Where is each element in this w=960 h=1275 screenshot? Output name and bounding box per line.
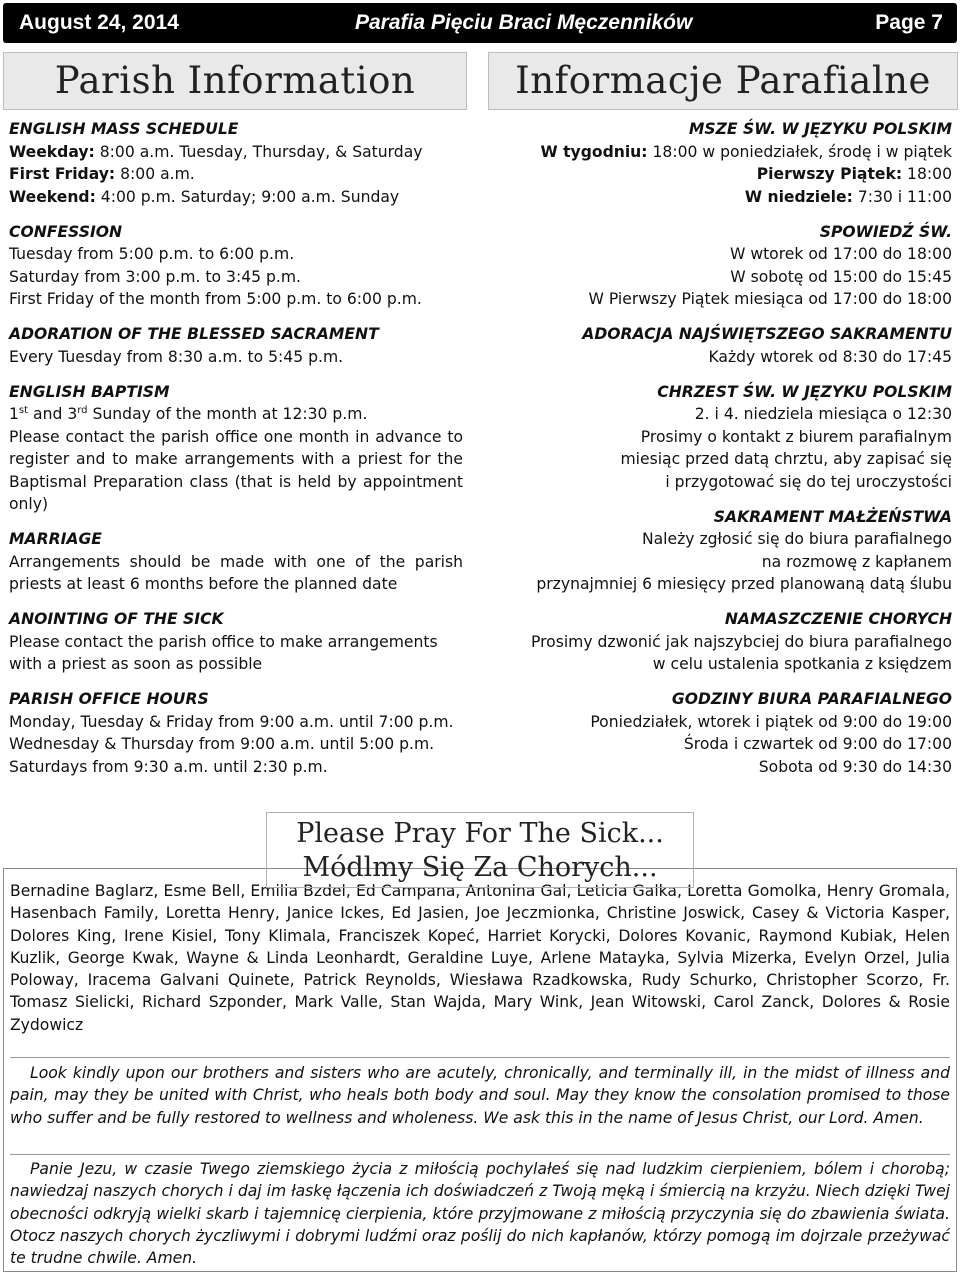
adoration-section — [9, 323, 463, 368]
parish-name: Parafia Pięciu Braci Męczenników — [355, 11, 693, 34]
pray-title-english: Please Pray For The Sick... — [296, 818, 664, 849]
prayer-polish: Panie Jezu, w czasie Twego ziemskiego życia z miłością pochylałeś się nad ludzkim cierpieniem, bólem i chorobą; nawiedzaj naszych chorych i daj im łaskę łączenia ich doświadczeń z Twoją męką i śmiercią na krzyżu. Niech dzięki Twej obecności odkryją wielki skarb i tajemnicę cierpienia, które przyjmowane z miłością przyczynia się do zbawienia świata. Otocz naszych chorych życzliwymi i dobrymi ludźmi oraz poślij do nich kapłanów, którzy pomogą im dojrzale przeżywać te trudne chwile. Amen. — [10, 1160, 950, 1268]
divider — [10, 1057, 950, 1058]
section-heading: MSZE ŚW. W JĘZYKU POLSKIM — [688, 120, 952, 138]
namaszczenie-line: Prosimy dzwonić jak najszybciej do biura parafialnego — [530, 632, 952, 651]
spowiedz-line: W Pierwszy Piątek miesiąca od 17:00 do 18:00 — [588, 290, 952, 308]
malzenstwo-line: Należy zgłosić się do biura parafialnego — [641, 530, 952, 548]
section-heading: CHRZEST ŚW. W JĘZYKU POLSKIM — [657, 382, 952, 401]
weekend-label: Weekend: — [9, 187, 96, 206]
pray-for-sick-banner — [266, 812, 694, 888]
malzenstwo-line: na rozmowę z kapłanem — [761, 552, 952, 571]
polish-mass-schedule — [494, 118, 952, 208]
godziny-line: Poniedziałek, wtorek i piątek od 9:00 do 19:00 — [590, 712, 952, 731]
first-friday-line — [494, 163, 952, 186]
weekday-label: Weekday: — [9, 142, 95, 161]
ordinal-suffix: rd — [77, 404, 88, 416]
first-friday-label: First Friday: — [9, 165, 116, 183]
anointing-text: Please contact the parish office to make arrangements with a priest as soon as possible — [9, 632, 438, 673]
adoration-text: Every Tuesday from 8:30 a.m. to 5:45 p.m. — [9, 347, 344, 366]
sunday-label: W niedziele: — [744, 187, 853, 206]
section-heading: ANOINTING OF THE SICK — [9, 610, 224, 628]
spowiedz-line: W sobotę od 15:00 do 15:45 — [730, 267, 952, 286]
confession-line: Tuesday from 5:00 p.m. to 6:00 p.m. — [9, 245, 295, 263]
english-baptism-section — [9, 381, 463, 516]
weekday-line — [494, 141, 952, 164]
marriage-section — [9, 528, 463, 596]
parish-information-banner: Parish Information — [3, 52, 467, 110]
first-friday-line — [9, 163, 463, 186]
baptism-schedule — [9, 403, 463, 426]
section-heading: NAMASZCZENIE CHORYCH — [724, 610, 952, 628]
sick-list-box — [3, 868, 957, 1272]
weekday-value: 18:00 w poniedziałek, środę i w piątek — [647, 142, 952, 161]
section-heading: ADORACJA NAJŚWIĘTSZEGO SAKRAMENTU — [582, 325, 952, 343]
header-bar — [3, 3, 957, 43]
sick-names-list: Bernadine Baglarz, Esme Bell, Emilia Bzdel, Ed Campana, Antonina Gal, Leticia Galka, Loretta Gomolka, Henry Gromala, Hasenbach Family, Loretta Henry, Janice Ickes, Ed Jasien, Joe Jeczmionka, Christine Joswick, Casey & Victoria Kasper, Dolores King, Irene Kisiel, Tony Klimala, Franciszek Kopeć, Harriet Korycki, Dolores Kovanic, Raymond Kubiak, Helen Kuzlik, George Kwak, Wayne & Linda Leonhardt, Geraldine Luye, Arlene Matayka, Sylvia Mizerka, Evelyn Orzel, Julia Poloway, Iracema Galvani Quinete, Patrick Reynolds, Wiesława Rzadkowska, Rudy Schurko, Christopher Scorzo, Fr. Tomasz Sielicki, Richard Szponder, Mark Valle, Stan Wajda, Mary Wink, Jean Witowski, Carol Zanck, Dolores & Rosie Zydowicz — [10, 882, 950, 1034]
confession-section — [9, 221, 463, 311]
godziny-biura-section — [494, 688, 952, 778]
english-mass-schedule — [9, 118, 463, 208]
chrzest-section — [494, 381, 952, 494]
adoracja-text: Każdy wtorek od 8:30 do 17:45 — [708, 347, 952, 366]
office-hours-line: Wednesday & Thursday from 9:00 a.m. until 5:00 p.m. — [9, 735, 435, 753]
malzenstwo-section — [494, 506, 952, 596]
ordinal-suffix: st — [18, 404, 29, 416]
spowiedz-line: W wtorek od 17:00 do 18:00 — [729, 245, 952, 263]
baptism-text: Please contact the parish office one month in advance to register and to make arrangements with a priest for the Baptismal Preparation class (that is held by appointment only) — [9, 427, 463, 513]
section-heading: CONFESSION — [9, 222, 123, 241]
anointing-section — [9, 608, 463, 676]
weekday-value: 8:00 a.m. Tuesday, Thursday, & Saturday — [94, 142, 423, 161]
weekday-label: W tygodniu: — [540, 142, 648, 161]
office-hours-line: Saturdays from 9:30 a.m. until 2:30 p.m. — [9, 757, 328, 776]
confession-line: Saturday from 3:00 p.m. to 3:45 p.m. — [9, 267, 301, 286]
section-heading: GODZINY BIURA PARAFIALNEGO — [671, 690, 952, 708]
first-friday-value: 8:00 a.m. — [115, 165, 195, 183]
section-heading: ENGLISH MASS SCHEDULE — [9, 120, 239, 138]
informacje-parafialne-banner: Informacje Parafialne — [488, 52, 958, 110]
issue-date: August 24, 2014 — [19, 11, 179, 34]
namaszczenie-line: w celu ustalenia spotkania z księdzem — [652, 655, 952, 673]
weekday-line — [9, 141, 463, 164]
sunday-value: 7:30 i 11:00 — [852, 187, 952, 206]
polish-column — [494, 118, 952, 791]
page-number: Page 7 — [875, 11, 943, 34]
marriage-text: Arrangements should be made with one of the parish priests at least 6 months before the planned date — [9, 552, 463, 593]
office-hours-line: Monday, Tuesday & Friday from 9:00 a.m. until 7:00 p.m. — [9, 712, 454, 731]
weekend-value: 4:00 p.m. Saturday; 9:00 a.m. Sunday — [95, 187, 400, 206]
english-column — [9, 118, 463, 791]
chrzest-line: Prosimy o kontakt z biurem parafialnym — [640, 427, 952, 446]
section-heading: ENGLISH BAPTISM — [9, 382, 170, 401]
section-heading: ADORATION OF THE BLESSED SACRAMENT — [9, 325, 379, 343]
pray-title-polish: Módlmy Się Za Chorych... — [302, 852, 658, 883]
adoracja-section — [494, 323, 952, 368]
baptism-third: and 3 — [28, 405, 78, 423]
godziny-line: Sobota od 9:30 do 14:30 — [758, 757, 952, 776]
weekend-line — [9, 186, 463, 209]
section-heading: SPOWIEDŹ ŚW. — [819, 222, 952, 241]
spowiedz-section — [494, 221, 952, 311]
first-friday-value: 18:00 — [902, 165, 952, 183]
confession-line: First Friday of the month from 5:00 p.m. to 6:00 p.m. — [9, 290, 422, 308]
baptism-first: 1 — [9, 405, 19, 423]
godziny-line: Środa i czwartek od 9:00 do 17:00 — [683, 735, 952, 753]
chrzest-line: miesiąc przed datą chrztu, aby zapisać się — [620, 450, 952, 468]
section-heading: MARRIAGE — [9, 530, 102, 548]
malzenstwo-line: przynajmniej 6 miesięcy przed planowaną datą ślubu — [536, 575, 952, 593]
prayer-english: Look kindly upon our brothers and sisters who are acutely, chronically, and terminally ill, in the midst of illness and pain, may they be united with Christ, who heals both body and soul. May they know the consolation promised to those who suffer and be fully restored to wellness and wholeness. We ask this in the name of Jesus Christ, our Lord. Amen. — [10, 1064, 950, 1127]
first-friday-label: Pierwszy Piątek: — [756, 165, 903, 183]
divider — [10, 1154, 950, 1155]
chrzest-line: 2. i 4. niedziela miesiąca o 12:30 — [694, 405, 952, 423]
office-hours-section — [9, 688, 463, 778]
section-heading: PARISH OFFICE HOURS — [9, 690, 209, 708]
namaszczenie-section — [494, 608, 952, 676]
chrzest-line: i przygotować się do tej uroczystości — [665, 472, 952, 491]
sunday-line — [494, 186, 952, 209]
baptism-time: Sunday of the month at 12:30 p.m. — [87, 405, 368, 423]
section-heading: SAKRAMENT MAŁŻEŃSTWA — [713, 507, 952, 526]
